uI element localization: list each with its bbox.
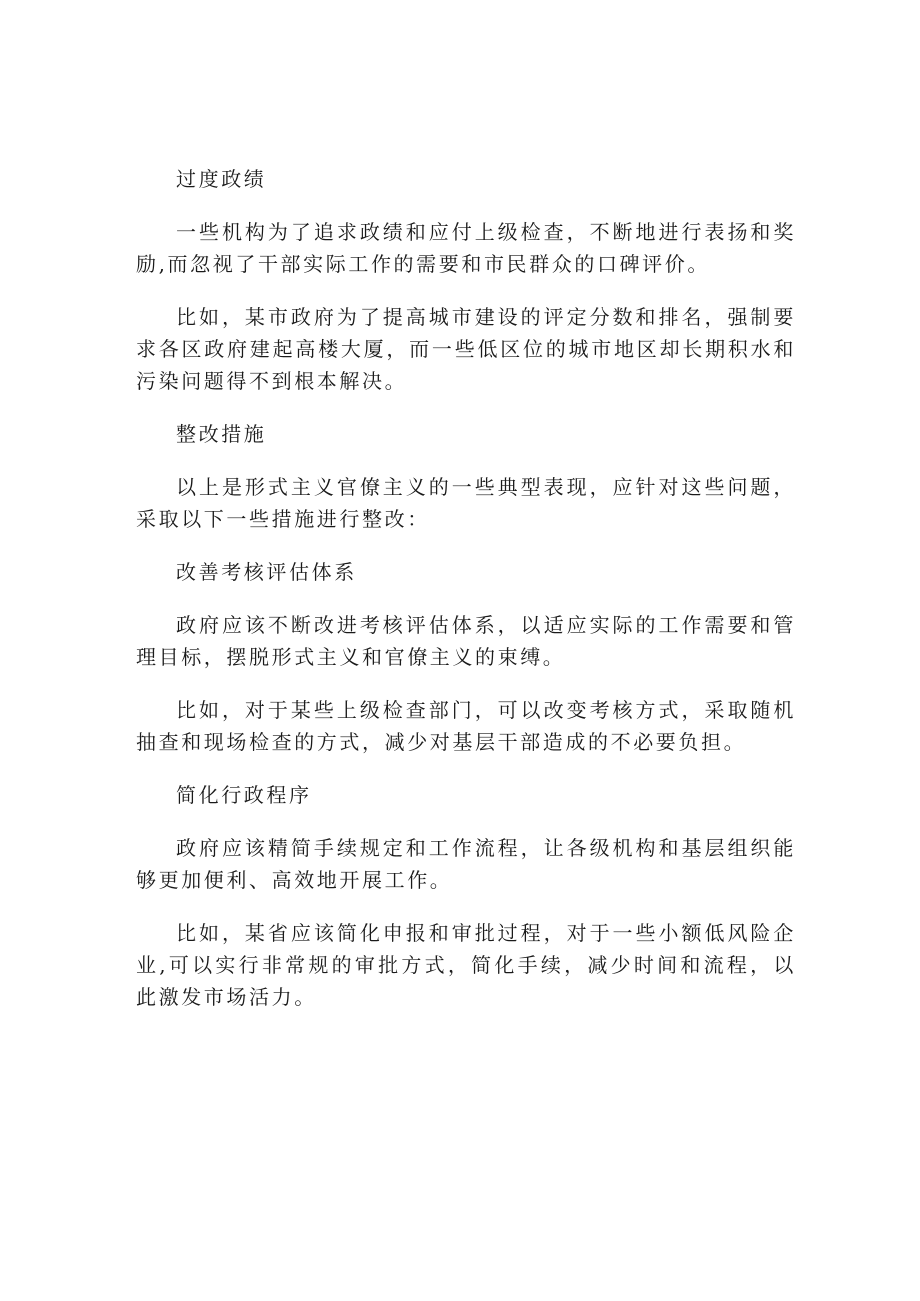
- section-heading: 过度政绩: [176, 167, 267, 191]
- paragraph: 一些机构为了追求政绩和应付上级检查，不断地进行表扬和奖励,而忽视了干部实际工作的需要和市民群众的口碑评价。: [136, 220, 796, 276]
- section-heading: 整改措施: [176, 422, 267, 446]
- paragraph: 政府应该精简手续规定和工作流程，让各级机构和基层组织能够更加便利、高效地开展工作。: [136, 836, 796, 892]
- paragraph: 比如，对于某些上级检查部门，可以改变考核方式，采取随机抽查和现场检查的方式，减少对基层干部造成的不必要负担。: [136, 698, 796, 754]
- section-heading: 简化行政程序: [176, 783, 312, 807]
- document-body: [136, 163, 796, 1034]
- paragraph: 比如，某市政府为了提高城市建设的评定分数和排名，强制要求各区政府建起高楼大厦，而一些低区位的城市地区却长期积水和污染问题得不到根本解决。: [136, 305, 796, 393]
- paragraph: 比如，某省应该简化申报和审批过程，对于一些小额低风险企业,可以实行非常规的审批方式，简化手续，减少时间和流程，以此激发市场活力。: [136, 921, 796, 1009]
- paragraph: 政府应该不断改进考核评估体系，以适应实际的工作需要和管理目标，摆脱形式主义和官僚主义的束缚。: [136, 613, 796, 669]
- paragraph: 以上是形式主义官僚主义的一些典型表现，应针对这些问题，采取以下一些措施进行整改：: [136, 475, 796, 531]
- section-heading: 改善考核评估体系: [176, 560, 357, 584]
